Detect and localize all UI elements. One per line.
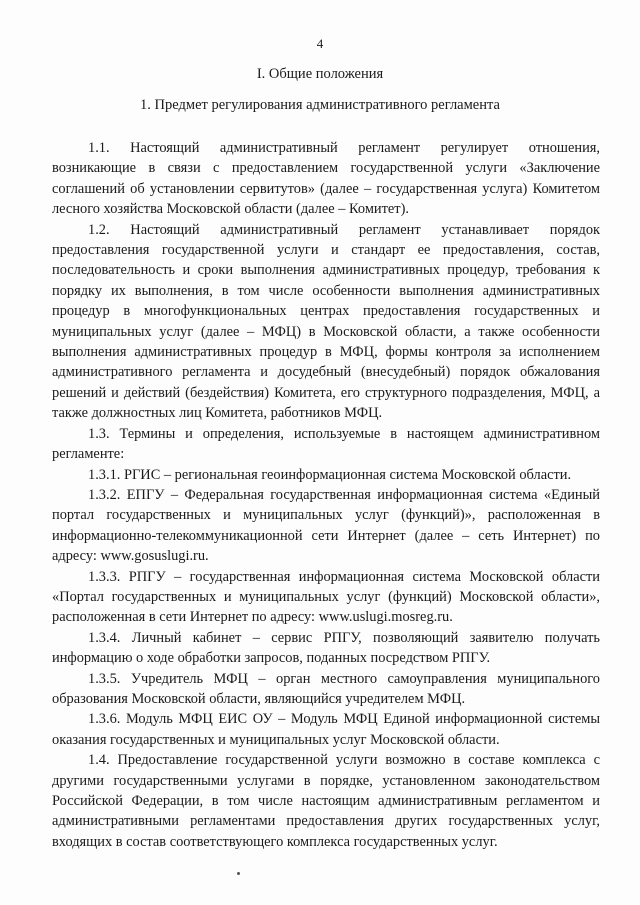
paragraph-1-3-4: 1.3.4. Личный кабинет – сервис РПГУ, позволяющий заявителю получать информацию о ходе обработки запросов, поданных посредством РПГУ. (52, 629, 600, 667)
paragraph-1-3-5: 1.3.5. Учредитель МФЦ – орган местного самоуправления муниципального образования Московской области, являющийся учредителем МФЦ. (52, 670, 600, 707)
paragraph-1-3-3: 1.3.3. РПГУ – государственная информационная система Московской области «Портал государственных и муниципальных услуг (функций) Московской области», расположенная в сети Интернет по адресу: www.uslugi.mosreg.ru. (52, 568, 600, 626)
document-body (52, 138, 600, 852)
subsection-title: 1. Предмет регулирования административного регламента (140, 97, 500, 113)
page-number: 4 (316, 36, 324, 51)
paragraph-1-1: 1.1. Настоящий административный регламент регулирует отношения, возникающие в связи с предоставлением государственной услуги «Заключение соглашений об установлении сервитутов» (далее – государственная услуга) Комитетом лесного хозяйства Московской области (далее – Комитет). (52, 140, 600, 218)
section-title: I. Общие положения (256, 66, 384, 82)
paragraph-1-3-6: 1.3.6. Модуль МФЦ ЕИС ОУ – Модуль МФЦ Единой информационной системы оказания государственных и муниципальных услуг Московской области. (52, 711, 600, 748)
scan-speck (237, 872, 240, 875)
paragraph-1-3-1: 1.3.1. РГИС – региональная геоинформационная система Московской области. (88, 466, 572, 483)
paragraph-1-3: 1.3. Термины и определения, используемые в настоящем административном регламенте: (52, 425, 600, 463)
paragraph-1-2: 1.2. Настоящий административный регламент устанавливает порядок предоставления государственной услуги и стандарт ее предоставления, состав, последовательность и сроки выполнения административных процедур, требования к порядку их выполнения, в том числе особенности выполнения административных процедур в многофункциональных центрах предоставления государственных и муниципальных услуг (далее – МФЦ) в Московской области, а также особенности выполнения административных процедур в МФЦ, формы контроля за исполнением административного регламента и досудебный (внесудебный) порядок обжалования решений и действий (бездействия) Комитета, его структурного подразделения, МФЦ, а также должностных лиц Комитета, работников МФЦ. (52, 221, 600, 422)
paragraph-1-4: 1.4. Предоставление государственной услуги возможно в составе комплекса с другими государственными услугами в порядке, установленном законодательством Российской Федерации, в том числе настоящим административным регламентом и административными регламентами предоставления других государственных услуг, входящих в состав соответствующего комплекса государственных услуг. (52, 752, 600, 850)
paragraph-1-3-2: 1.3.2. ЕПГУ – Федеральная государственная информационная система «Единый портал государственных и муниципальных услуг (функций)», расположенная в информационно-телекоммуникационной сети Интернет (далее – сеть Интернет) по адресу: www.gosuslugi.ru. (52, 486, 600, 565)
